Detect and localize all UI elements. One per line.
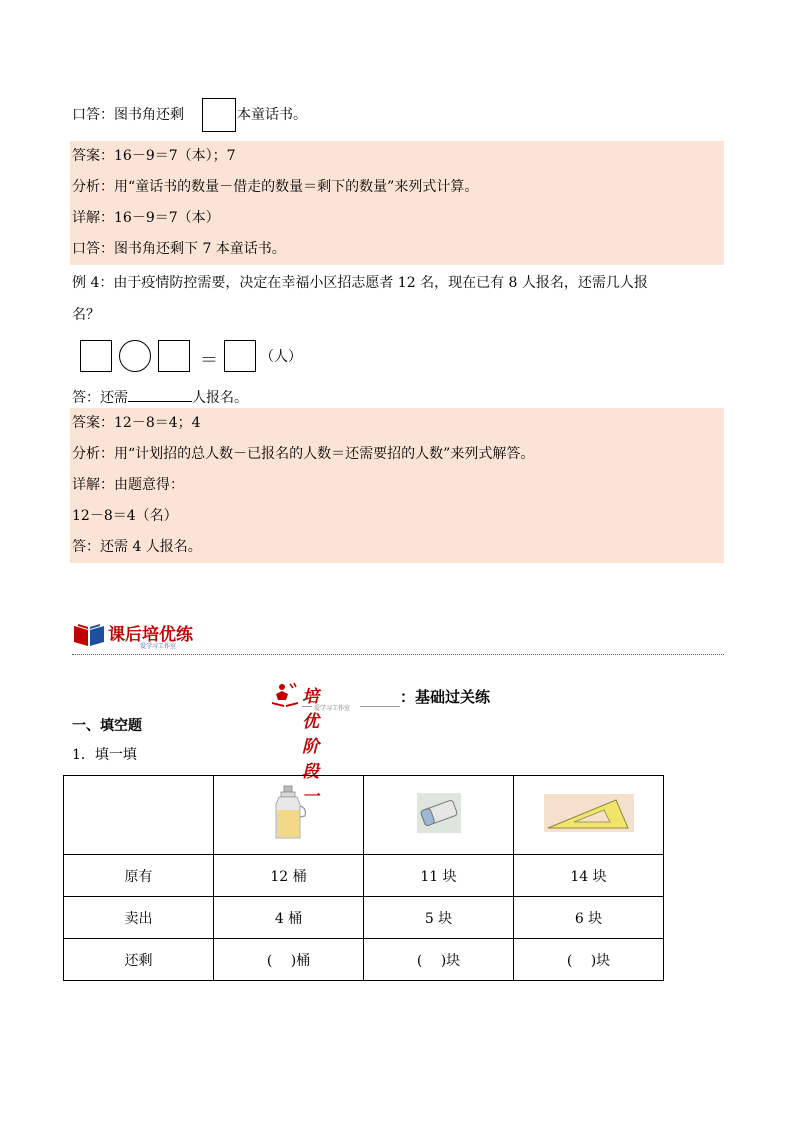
table-cell: 14 块 <box>514 855 664 897</box>
fill-blank-cell[interactable]: ( )桶 <box>214 939 364 981</box>
table-row <box>64 939 664 981</box>
ex4-question-line1: 例 4：由于疫情防控需要，决定在幸福小区招志愿者 12 名，现在已有 8 人报名，还需几人报 <box>72 275 648 291</box>
fill-in-table <box>63 775 664 981</box>
solution-oral: 口答：图书角还剩下 7 本童话书。 <box>72 241 286 257</box>
solution-answer: 答案：16－9＝7（本）；7 <box>72 148 236 164</box>
table-row <box>64 855 664 897</box>
solution-answer: 答案：12－8＝4；4 <box>72 415 201 431</box>
ex4-question-line2: 名？ <box>72 307 100 323</box>
answer-blank-line[interactable] <box>128 385 192 402</box>
table-row <box>64 897 664 939</box>
triangle-ruler-icon <box>544 794 634 832</box>
ex3-answer-suffix-wrap <box>237 105 307 125</box>
solution-detail: 详解：16－9＝7（本） <box>72 210 220 226</box>
solution-detail: 详解：由题意得： <box>72 477 184 493</box>
table-corner-cell <box>64 776 214 855</box>
solution-analysis: 分析：用“计划招的总人数－已报名的人数＝还需要招的人数”来列式解答。 <box>72 446 535 462</box>
banner-title: 课后培优练 <box>108 625 193 645</box>
table-cell: 5 块 <box>364 897 514 939</box>
table-header-cell <box>514 776 664 855</box>
table-header-cell <box>214 776 364 855</box>
banner-subtitle: 爱学习工作室 <box>140 643 177 650</box>
ex4-answer-prefix: 答：还需 <box>72 390 128 406</box>
ex3-answer-suffix: 本童话书。 <box>237 107 307 123</box>
section-heading: 一、填空题 <box>72 718 142 734</box>
stage-title: 培优阶段一 <box>302 687 319 807</box>
row-label: 卖出 <box>64 897 214 939</box>
result-box[interactable] <box>224 340 256 372</box>
answer-blank-box[interactable] <box>202 98 236 132</box>
solution-analysis: 分析：用“童话书的数量－借走的数量＝剩下的数量”来列式计算。 <box>72 179 479 195</box>
ex4-answer-suffix: 人报名。 <box>192 390 248 406</box>
stage-subtitle-line-left <box>302 706 312 707</box>
solution-equation: 12－8＝4（名） <box>72 508 178 524</box>
table-cell: 6 块 <box>514 897 664 939</box>
table-cell: 11 块 <box>364 855 514 897</box>
stage-subtitle-line-right <box>360 706 400 707</box>
after-class-banner <box>72 619 212 649</box>
fill-blank-cell[interactable]: ( )块 <box>514 939 664 981</box>
row-label: 原有 <box>64 855 214 897</box>
ex3-answer-line <box>72 105 184 125</box>
ex3-answer-prefix: 口答：图书角还剩 <box>72 107 184 123</box>
unit-label: （人） <box>260 349 302 365</box>
question-label: 1．填一填 <box>72 747 137 763</box>
stage-subtitle: 爱学习工作室 <box>314 705 351 712</box>
equals-sign: ＝ <box>200 350 218 371</box>
ex4-answer-line <box>72 385 248 408</box>
book-icon <box>72 620 106 648</box>
number-box[interactable] <box>158 340 190 372</box>
table-header-cell <box>364 776 514 855</box>
operator-circle[interactable] <box>119 340 151 372</box>
table-cell: 4 桶 <box>214 897 364 939</box>
solution-oral: 答：还需 4 人报名。 <box>72 539 202 555</box>
table-header-row <box>64 776 664 855</box>
water-bottle-icon <box>269 784 309 842</box>
stage-suffix: ：基础过关练 <box>400 688 491 706</box>
reading-person-icon <box>270 682 300 708</box>
fill-blank-cell[interactable]: ( )块 <box>364 939 514 981</box>
section-divider <box>72 654 724 655</box>
number-box[interactable] <box>80 340 112 372</box>
table-cell: 12 桶 <box>214 855 364 897</box>
ex4-solution-box <box>70 408 724 563</box>
row-label: 还剩 <box>64 939 214 981</box>
eraser-icon <box>417 793 461 833</box>
ex3-solution-box <box>70 141 724 265</box>
